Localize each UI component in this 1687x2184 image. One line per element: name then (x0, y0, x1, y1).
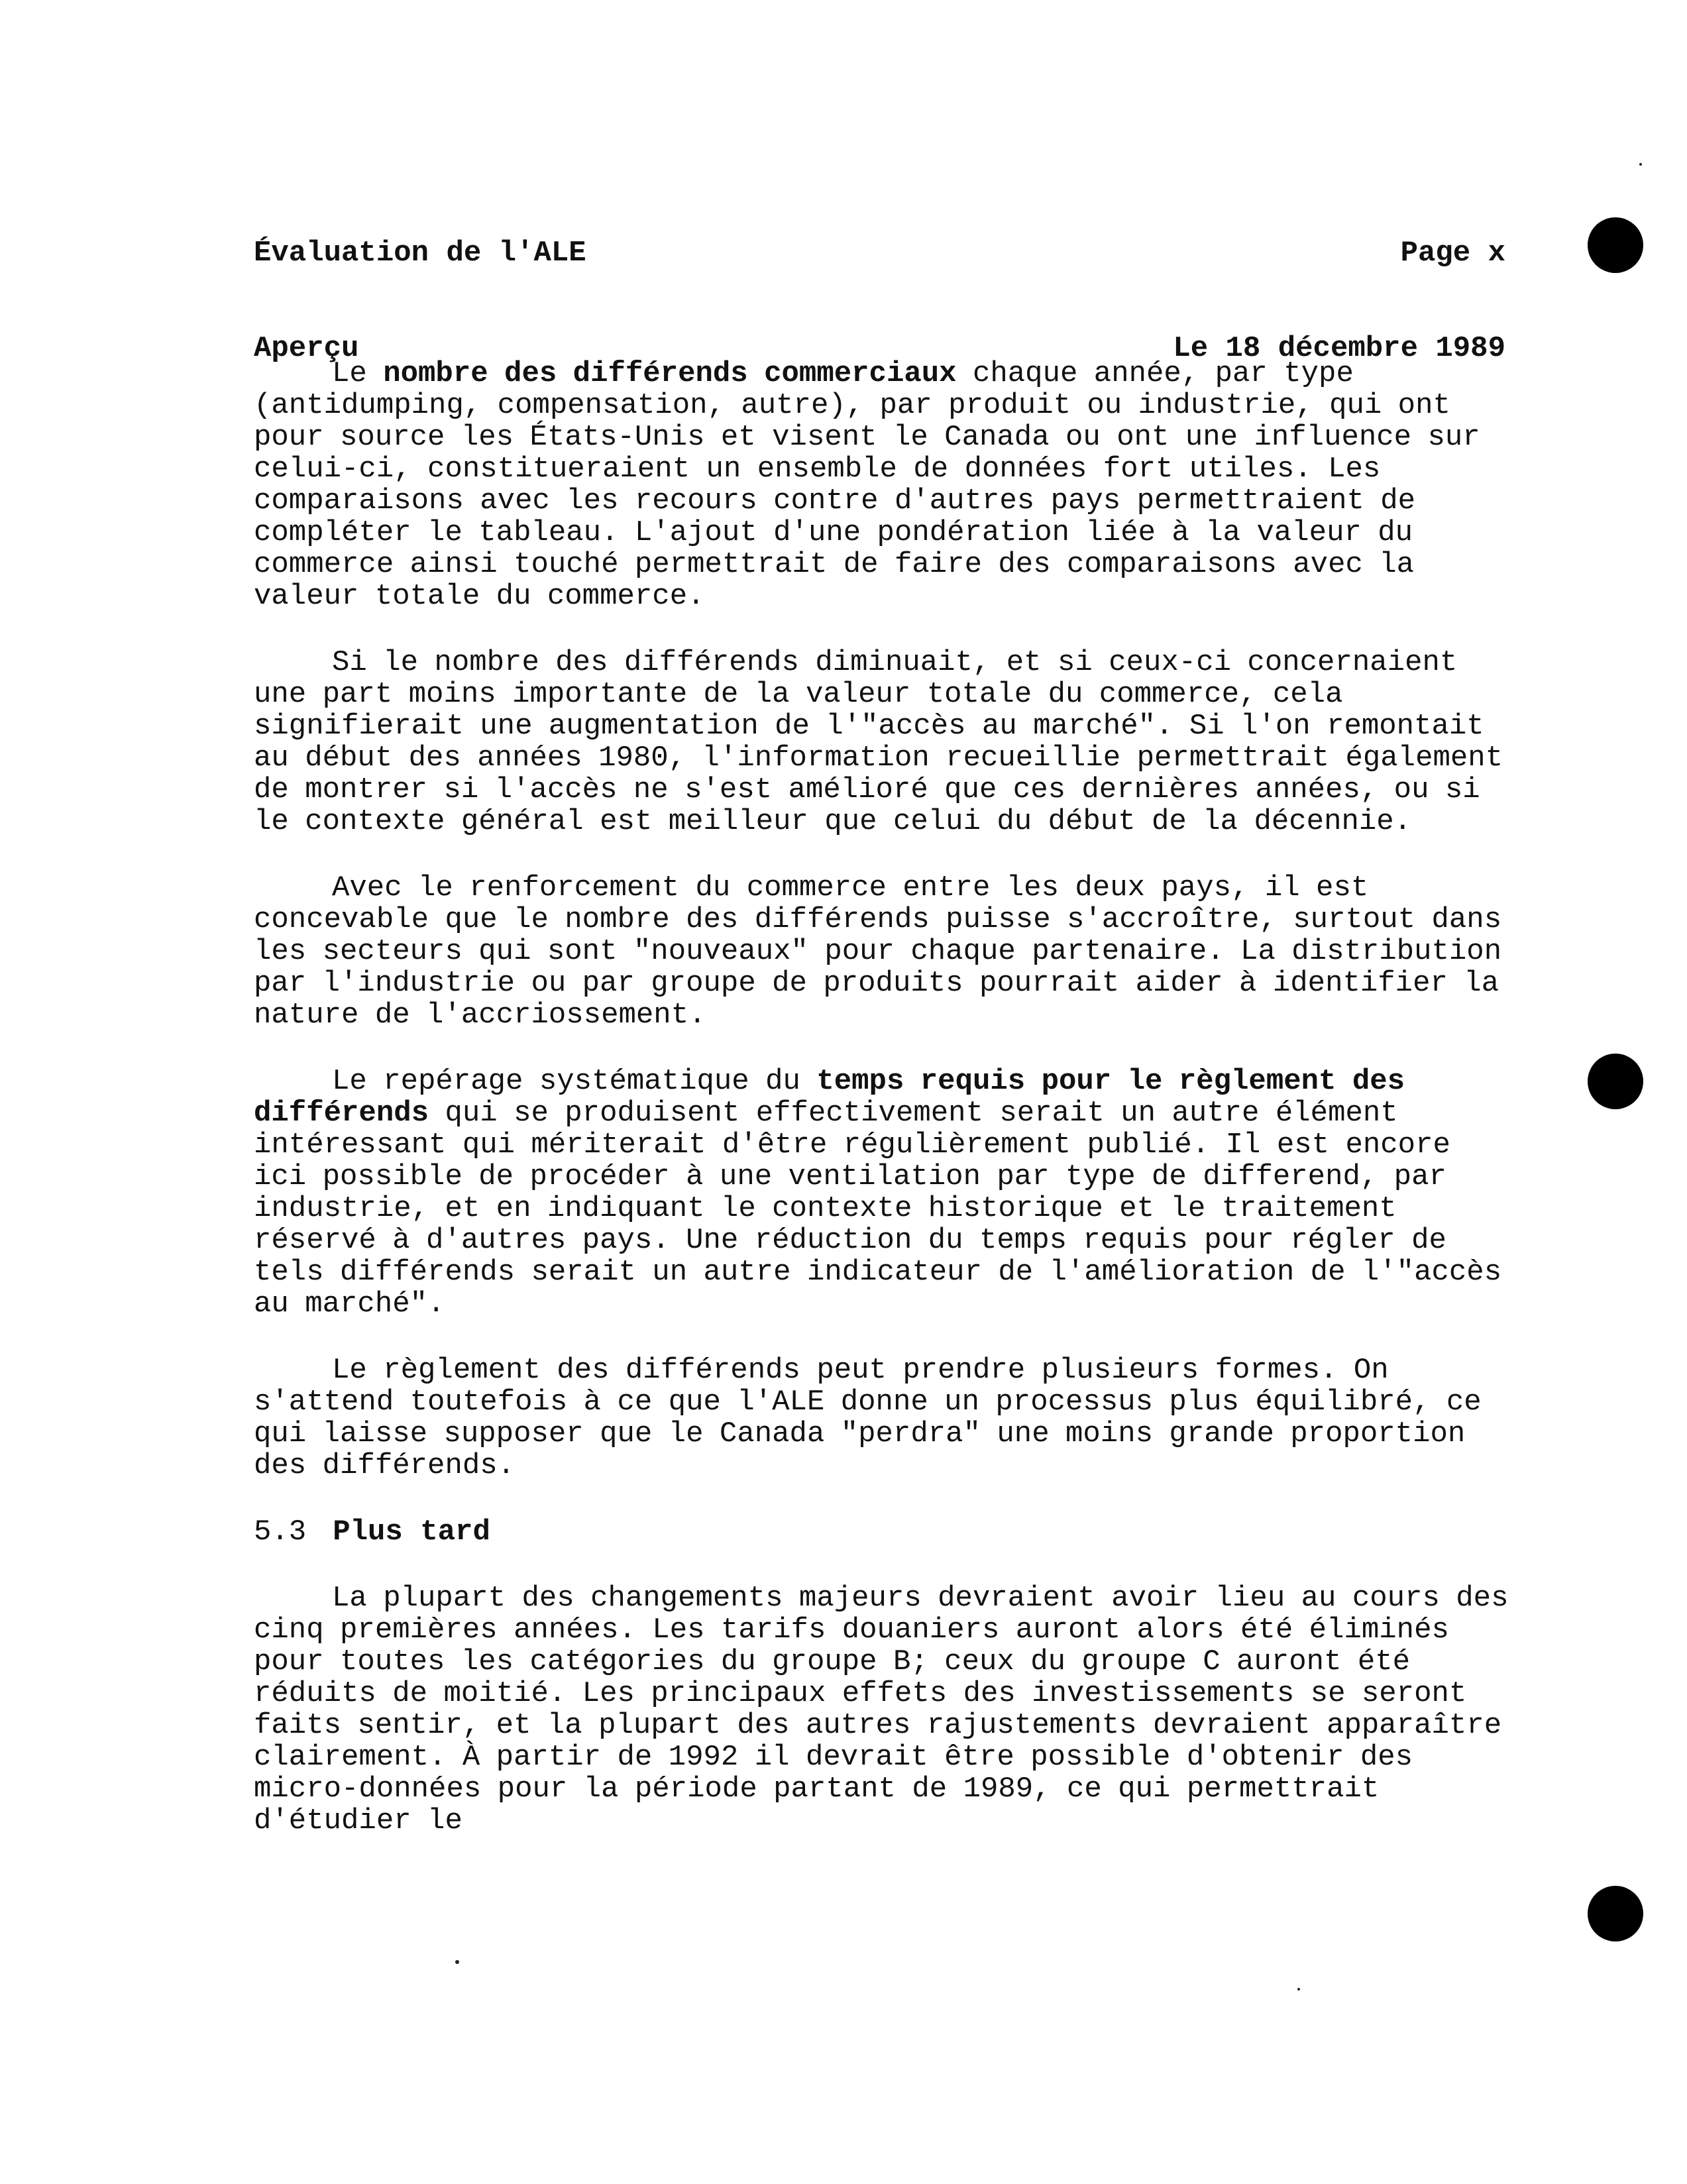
paragraph-1-lead: Le (332, 357, 384, 390)
punch-hole-mark (1588, 1054, 1643, 1109)
section-heading (254, 1516, 1513, 1548)
scan-speck (1639, 163, 1642, 166)
punch-hole-mark (1588, 217, 1643, 273)
section-number: 5.3 (254, 1515, 307, 1549)
paragraph-1 (254, 358, 1513, 612)
paragraph-2: Si le nombre des différends diminuait, et si ceux-ci concernaient une part moins importante de la valeur totale du commerce, cela signifierait une augmentation de l'"accès au marché". Si l'on remontait au début des années 1980, l'information recueillie permettrait également de montrer si l'accès ne s'est amélioré que ces dernières années, ou si le contexte général est meilleur que celui du début de la décennie. (254, 646, 1503, 838)
paragraph-4-lead: Le repérage systématique du (332, 1065, 817, 1098)
punch-hole-mark (1588, 1886, 1643, 1941)
paragraph-4-rest: qui se produisent effectivement serait un autre élément intéressant qui mériterait d'être régulièrement publié. Il est encore ici possible de procéder à une ventilation par type de differend, par industrie, et en indiquant le contexte historique et le traitement réservé à d'autres pays. Une réduction du temps requis pour régler de tels différends serait un autre indicateur de l'amélioration de l'"accès au marché". (254, 1097, 1502, 1321)
paragraph-5: Le règlement des différends peut prendre plusieurs formes. On s'attend toutefois à ce que l'ALE donne un processus plus équilibré, ce qui laisse supposer que le Canada "perdra" une moins grande proportion des différends. (254, 1354, 1482, 1482)
section-title: Plus tard (333, 1515, 490, 1549)
paragraph-1-rest: chaque année, par type (antidumping, compensation, autre), par produit ou industrie, qui ont pour source les États-Unis et visent le Canada ou ont une influence sur celui-ci, constitueraient un ensemble de données fort utiles. Les comparaisons avec les recours contre d'autres pays permettraient de compléter le tableau. L'ajout d'une pondération liée à la valeur du commerce ainsi touché permettrait de faire des comparaisons avec la valeur totale du commerce. (254, 357, 1480, 613)
scan-speck (1297, 1988, 1300, 1991)
paragraph-4-emphasis: temps requis pour le règlement des différends (254, 1065, 1405, 1130)
paragraph-1-emphasis: nombre des différends commerciaux (383, 357, 957, 390)
paragraph-6: La plupart des changements majeurs devraient avoir lieu au cours des cinq premières années. Les tarifs douaniers auront alors été éliminés pour toutes les catégories du groupe B; ceux du groupe C auront été réduits de moitié. Les principaux effets des investissements se seront faits sentir, et la plupart des autres rajustements devraient apparaître clairement. À partir de 1992 il devrait être possible d'obtenir des micro-données pour la période partant de 1989, ce qui permettrait d'étudier le (254, 1582, 1509, 1837)
paragraph-4 (254, 1065, 1513, 1320)
document-title: Évaluation de l'ALE (254, 237, 586, 270)
paragraph-3: Avec le renforcement du commerce entre les deux pays, il est concevable que le nombre des différends puisse s'accroître, surtout dans les secteurs qui sont "nouveaux" pour chaque partenaire. La distribution par l'industrie ou par groupe de produits pourrait aider à identifier la nature de l'accriossement. (254, 871, 1502, 1032)
document-date: Le 18 décembre 1989 (1173, 332, 1505, 365)
document-body (254, 358, 1513, 1871)
scan-speck (455, 1960, 459, 1964)
document-subtitle: Aperçu (254, 332, 359, 365)
page-number: Page x (1400, 237, 1505, 270)
